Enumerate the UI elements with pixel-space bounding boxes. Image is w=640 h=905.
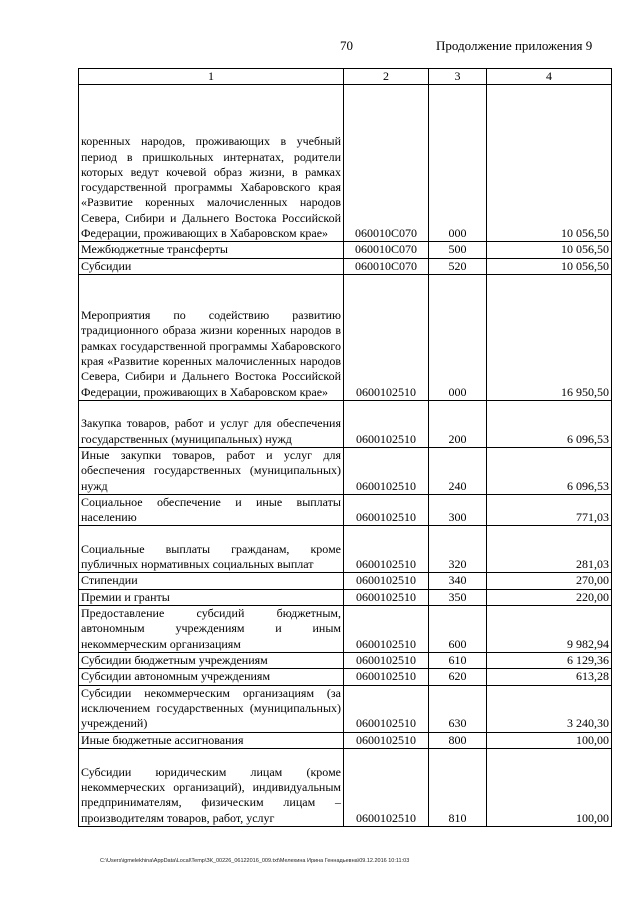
table-row (79, 494, 612, 526)
row-code: 0600102510 (344, 447, 429, 494)
row-code: 060010С070 (344, 242, 429, 258)
row-expense-type: 500 (429, 242, 487, 258)
row-sum: 9 982,94 (487, 606, 612, 653)
table-row (79, 242, 612, 258)
row-name: Социальные выплаты гражданам, кроме публичных нормативных социальных выплат (79, 526, 344, 573)
row-expense-type: 800 (429, 732, 487, 748)
row-name: Иные бюджетные ассигнования (79, 732, 344, 748)
row-name: Премии и гранты (79, 589, 344, 605)
row-sum: 10 056,50 (487, 242, 612, 258)
row-name: Стипендии (79, 573, 344, 589)
row-expense-type: 300 (429, 494, 487, 526)
row-expense-type: 320 (429, 526, 487, 573)
table-row (79, 400, 612, 447)
row-name: Мероприятия по содействию развитию традиционного образа жизни коренных народов в рамках государственной программы Хабаровского края «Развитие коренных малочисленных народов Севера, Сибири и Дальнего Востока Российской Федерации, проживающих в Хабаровском крае» (79, 274, 344, 400)
row-sum: 6 096,53 (487, 400, 612, 447)
appendix-continuation-label: Продолжение приложения 9 (436, 38, 593, 53)
row-sum: 6 129,36 (487, 653, 612, 669)
row-name: Предоставление субсидий бюджетным, автономным учреждениям и иным некоммерческим организациям (79, 606, 344, 653)
table-row (79, 274, 612, 400)
table-row (79, 589, 612, 605)
row-code: 0600102510 (344, 748, 429, 826)
row-code: 0600102510 (344, 732, 429, 748)
column-number: 4 (487, 69, 612, 85)
column-number: 1 (79, 69, 344, 85)
row-code: 0600102510 (344, 494, 429, 526)
column-number: 2 (344, 69, 429, 85)
row-code: 0600102510 (344, 589, 429, 605)
row-name: Субсидии (79, 258, 344, 274)
row-code: 0600102510 (344, 606, 429, 653)
row-expense-type: 350 (429, 589, 487, 605)
row-sum: 10 056,50 (487, 258, 612, 274)
table-row (79, 748, 612, 826)
row-name: Субсидии бюджетным учреждениям (79, 653, 344, 669)
row-name: Иные закупки товаров, работ и услуг для обеспечения государственных (муниципальных) нужд (79, 447, 344, 494)
table-row (79, 606, 612, 653)
row-expense-type: 610 (429, 653, 487, 669)
budget-table (78, 68, 612, 827)
row-expense-type: 000 (429, 274, 487, 400)
row-sum: 100,00 (487, 732, 612, 748)
row-name: Субсидии некоммерческим организациям (за исключением государственных (муниципальных) учреждений) (79, 685, 344, 732)
row-expense-type: 600 (429, 606, 487, 653)
row-code: 0600102510 (344, 685, 429, 732)
row-expense-type: 000 (429, 85, 487, 242)
row-sum: 220,00 (487, 589, 612, 605)
row-sum: 281,03 (487, 526, 612, 573)
row-sum: 270,00 (487, 573, 612, 589)
row-sum: 6 096,53 (487, 447, 612, 494)
table-row (79, 732, 612, 748)
table-row (79, 258, 612, 274)
row-expense-type: 810 (429, 748, 487, 826)
table-row (79, 85, 612, 242)
row-name: Субсидии юридическим лицам (кроме некоммерческих организаций), индивидуальным предпринимателям, физическим лицам – производителям товаров, работ, услуг (79, 748, 344, 826)
row-expense-type: 340 (429, 573, 487, 589)
table-row (79, 669, 612, 685)
row-sum: 613,28 (487, 669, 612, 685)
row-expense-type: 200 (429, 400, 487, 447)
row-code: 0600102510 (344, 669, 429, 685)
row-code: 0600102510 (344, 526, 429, 573)
row-name: Межбюджетные трансферты (79, 242, 344, 258)
column-number-row (79, 69, 612, 85)
row-name: Субсидии автономным учреждениям (79, 669, 344, 685)
table-row (79, 685, 612, 732)
table-row (79, 447, 612, 494)
table-row (79, 653, 612, 669)
row-sum: 16 950,50 (487, 274, 612, 400)
row-expense-type: 620 (429, 669, 487, 685)
page-number: 70 (340, 38, 353, 53)
table-row (79, 573, 612, 589)
row-code: 0600102510 (344, 653, 429, 669)
row-name: коренных народов, проживающих в учебный период в пришкольных интернатах, родители которых ведут кочевой образ жизни, в рамках государственной программы Хабаровского края «Развитие коренных малочисленных народов Севера, Сибири и Дальнего Востока Российской Федерации, проживающих в Хабаровском крае» (79, 85, 344, 242)
row-expense-type: 240 (429, 447, 487, 494)
row-name: Социальное обеспечение и иные выплаты населению (79, 494, 344, 526)
row-sum: 771,03 (487, 494, 612, 526)
row-code: 0600102510 (344, 274, 429, 400)
row-sum: 3 240,30 (487, 685, 612, 732)
row-expense-type: 630 (429, 685, 487, 732)
row-sum: 10 056,50 (487, 85, 612, 242)
row-code: 0600102510 (344, 573, 429, 589)
file-path-footer: C:\Users\igmelekhina\AppData\Local\Temp\ЗК_00226_06122016_009.txt\Мелехина Ирина Геннадьевна\09.12.2016 10:11:03 (100, 858, 410, 864)
table-row (79, 526, 612, 573)
row-expense-type: 520 (429, 258, 487, 274)
row-code: 0600102510 (344, 400, 429, 447)
row-code: 060010С070 (344, 258, 429, 274)
row-sum: 100,00 (487, 748, 612, 826)
row-code: 060010С070 (344, 85, 429, 242)
row-name: Закупка товаров, работ и услуг для обеспечения государственных (муниципальных) нужд (79, 400, 344, 447)
column-number: 3 (429, 69, 487, 85)
